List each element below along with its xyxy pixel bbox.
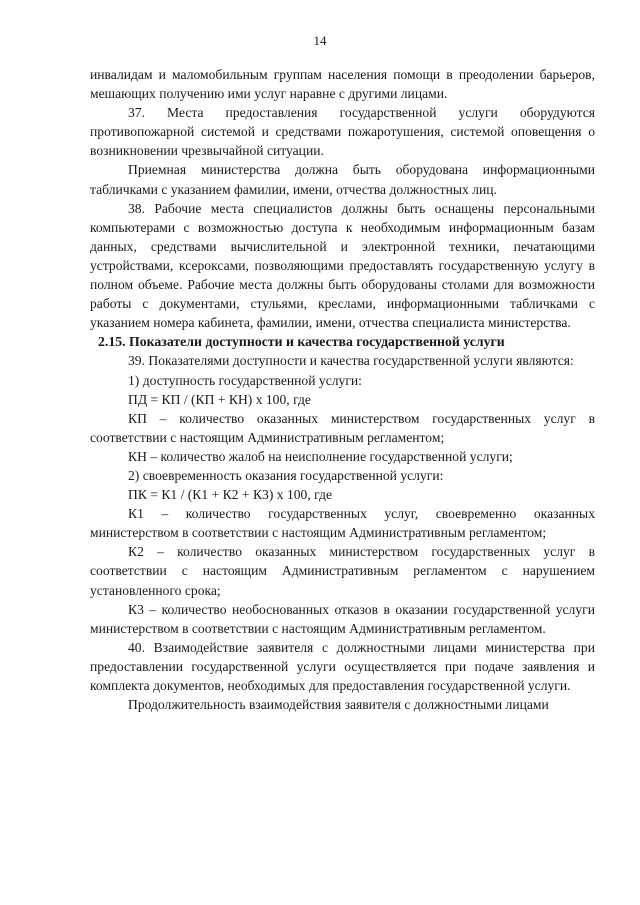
formula-pk: ПК = К1 / (К1 + К2 + К3) х 100, где (128, 487, 332, 503)
page-number: 14 (313, 33, 327, 48)
definition-kp: КП – количество оказанных министерством государственных услуг в соответствии с настоящим Административным регламентом; (90, 410, 595, 445)
paragraph-continuation: инвалидам и маломобильным группам населения помощи в преодолении барьеров, мешающих получению ими услуг наравне с другими лицами. (90, 67, 595, 102)
section-heading: 2.15. Показатели доступности и качества государственной услуги (98, 334, 505, 350)
list-item-timeliness: 2) своевременность оказания государственной услуги: (128, 467, 444, 483)
paragraph-39: 39. Показателями доступности и качества государственной услуги являются: (128, 353, 574, 369)
definition-kn: КН – количество жалоб на неисполнение государственной услуги; (128, 448, 513, 464)
paragraph-reception: Приемная министерства должна быть оборудована информационными табличками с указанием фамилии, имени, отчества должностных лиц. (90, 162, 595, 197)
paragraph-duration: Продолжительность взаимодействия заявителя с должностными лицами (128, 697, 549, 713)
definition-k3: К3 – количество необоснованных отказов в оказании государственной услуги министерством в соответствии с настоящим Административным регламентом. (90, 601, 595, 636)
formula-pd: ПД = КП / (КП + КН) х 100, где (128, 391, 311, 407)
paragraph-38: 38. Рабочие места специалистов должны быть оснащены персональными компьютерами с возможностью доступа к необходимым информационным базам данных, средствами вычислительной и электронной техники, печатающими устройствами, ксероксами, позволяющими предоставлять государственную услугу в полном объеме. Рабочие места должны быть оборудованы столами для возможности работы с документами, стульями, креслами, информационными табличками с указанием номера кабинета, фамилии, имени, отчества специалиста министерства. (90, 200, 595, 331)
paragraph-40: 40. Взаимодействие заявителя с должностными лицами министерства при предоставлении государственной услуги осуществляется при подаче заявления и комплекта документов, необходимых для предоставления государственной услуги. (90, 639, 595, 693)
definition-k2: К2 – количество оказанных министерством государственных услуг в соответствии с настоящим Административным регламентом с нарушением установленного срока; (90, 544, 595, 598)
list-item-availability: 1) доступность государственной услуги: (128, 372, 362, 388)
document-body (90, 65, 595, 714)
paragraph-37: 37. Места предоставления государственной услуги оборудуются противопожарной системой и средствами пожаротушения, системой оповещения о возникновении чрезвычайной ситуации. (90, 105, 595, 159)
definition-k1: К1 – количество государственных услуг, своевременно оказанных министерством в соответствии с настоящим Административным регламентом; (90, 506, 595, 541)
